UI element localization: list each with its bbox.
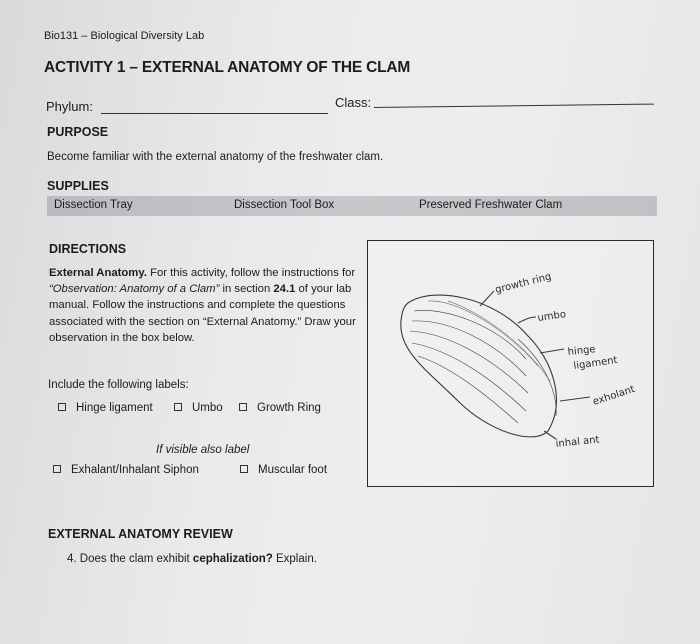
supplies-bar bbox=[47, 196, 657, 216]
question-part: Explain. bbox=[272, 553, 317, 565]
directions-lead: External Anatomy. bbox=[49, 267, 147, 279]
option-hinge-ligament[interactable] bbox=[58, 402, 153, 414]
review-question-4 bbox=[67, 553, 317, 565]
option-label: Muscular foot bbox=[258, 464, 328, 476]
option-muscular-foot[interactable] bbox=[240, 464, 327, 476]
option-label: Exhalant/Inhalant Siphon bbox=[71, 464, 199, 476]
label-umbo: umbo bbox=[536, 309, 567, 324]
directions-heading: DIRECTIONS bbox=[49, 242, 127, 256]
directions-part: in section bbox=[219, 283, 274, 296]
labels-intro: Include the following labels: bbox=[48, 379, 189, 391]
option-siphon[interactable] bbox=[53, 464, 199, 476]
checkbox-icon[interactable] bbox=[240, 465, 248, 473]
label-hinge: hinge bbox=[567, 344, 597, 358]
clam-shell-outline bbox=[401, 295, 557, 437]
growth-ring-line bbox=[412, 321, 526, 376]
phylum-label: Phylum: bbox=[46, 99, 93, 114]
supplies-heading: SUPPLIES bbox=[47, 179, 109, 193]
review-heading: EXTERNAL ANATOMY REVIEW bbox=[48, 527, 233, 541]
leader-hinge bbox=[540, 349, 564, 353]
supply-item: Dissection Tray bbox=[54, 199, 133, 211]
directions-part: of your lab manual. Follow the instructions and complete the questions associated with the section on “External Anatomy.” Draw your observation in the box below. bbox=[49, 283, 356, 344]
question-part: 4. Does the clam exhibit bbox=[67, 553, 193, 565]
checkbox-icon[interactable] bbox=[239, 403, 247, 411]
purpose-heading: PURPOSE bbox=[47, 125, 109, 139]
directions-reference: “Observation: Anatomy of a Clam” bbox=[49, 283, 220, 296]
leader-growth-ring bbox=[480, 291, 494, 306]
option-label: Hinge ligament bbox=[76, 402, 153, 414]
label-growth-ring: growth ring bbox=[494, 271, 553, 296]
course-header: Bio131 – Biological Diversity Lab bbox=[44, 30, 205, 42]
checkbox-icon[interactable] bbox=[58, 403, 66, 411]
class-field-line[interactable] bbox=[374, 104, 654, 108]
label-ligament: ligament bbox=[572, 354, 619, 372]
label-inhalant: inhal ant bbox=[555, 434, 601, 450]
if-visible-note: If visible also label bbox=[156, 444, 250, 456]
clam-sketch bbox=[368, 241, 653, 486]
directions-text bbox=[49, 265, 364, 346]
activity-title: ACTIVITY 1 – EXTERNAL ANATOMY OF THE CLAM bbox=[44, 59, 411, 76]
directions-part: For this activity, follow the instructions for bbox=[146, 267, 356, 279]
class-label: Class: bbox=[335, 95, 372, 110]
option-growth-ring[interactable] bbox=[239, 402, 321, 414]
supply-item: Dissection Tool Box bbox=[234, 199, 335, 211]
option-label: Umbo bbox=[192, 402, 223, 414]
checkbox-icon[interactable] bbox=[53, 465, 61, 473]
drawing-box[interactable] bbox=[367, 240, 654, 487]
purpose-text: Become familiar with the external anatomy of the freshwater clam. bbox=[47, 151, 384, 163]
question-keyword: cephalization? bbox=[192, 553, 273, 565]
option-umbo[interactable] bbox=[174, 402, 223, 414]
growth-ring-line bbox=[414, 310, 526, 359]
label-exhalant: exholant bbox=[591, 383, 637, 408]
growth-ring-line bbox=[428, 301, 538, 366]
growth-ring-line bbox=[448, 301, 550, 381]
growth-ring-line bbox=[412, 343, 526, 411]
supply-item: Preserved Freshwater Clam bbox=[419, 199, 563, 211]
leader-exhalant bbox=[560, 397, 590, 401]
directions-section: 24.1 bbox=[273, 283, 296, 296]
leader-inhalant bbox=[544, 431, 556, 439]
option-label: Growth Ring bbox=[257, 402, 321, 414]
checkbox-icon[interactable] bbox=[174, 403, 182, 411]
leader-umbo bbox=[518, 317, 536, 323]
phylum-field-line[interactable] bbox=[101, 113, 328, 114]
growth-ring-line bbox=[418, 356, 518, 423]
